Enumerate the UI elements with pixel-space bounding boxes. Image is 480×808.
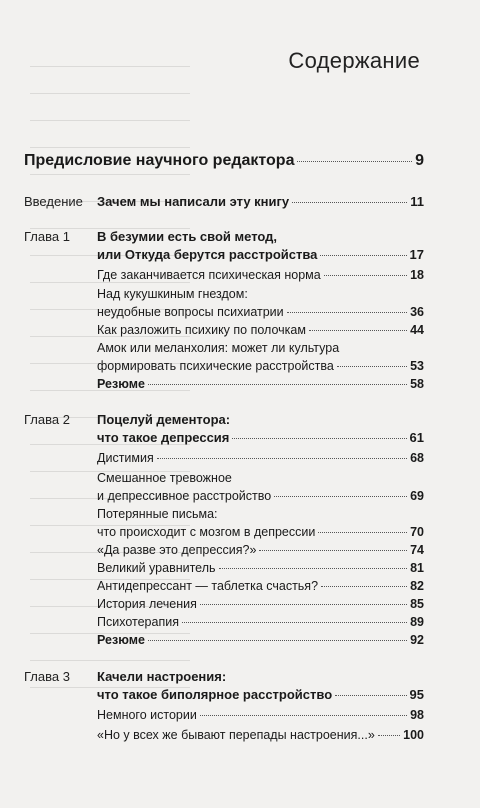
toc-entry-chapter-3[interactable] [97, 687, 424, 702]
entry-title: «Но у всех же бывают перепады настроения...» [97, 728, 375, 742]
leader-dots [200, 715, 407, 716]
entry-title: формировать психические расстройства [97, 359, 334, 373]
page-number: 17 [409, 247, 424, 262]
leader-dots [219, 568, 408, 569]
page-number: 70 [410, 525, 424, 539]
entry-title: Немного истории [97, 708, 197, 722]
toc-entry-ch2-summary[interactable] [97, 633, 424, 647]
entry-title: или Откуда берутся расстройства [97, 247, 318, 262]
page-title: Содержание [288, 48, 420, 73]
chapter-1-label: Глава 1 [24, 229, 70, 244]
entry-title: что происходит с мозгом в депрессии [97, 525, 316, 539]
toc-entry-ch1-s3[interactable] [97, 323, 424, 337]
chapter-3-title-line1: Качели настроения: [97, 669, 227, 684]
toc-entry-intro[interactable] [97, 194, 424, 209]
entry-title: Где заканчивается психическая норма [97, 268, 321, 282]
leader-dots [321, 586, 407, 587]
intro-label: Введение [24, 194, 83, 209]
toc-entry-ch2-s5[interactable] [97, 561, 424, 575]
toc-entry-chapter-2[interactable] [97, 430, 424, 445]
leader-dots [148, 384, 407, 385]
page-number: 81 [410, 561, 424, 575]
page-number: 92 [410, 633, 424, 647]
chapter-2-title-line1: Поцелуй дементора: [97, 412, 231, 427]
ch2-s2-line1: Смешанное тревожное [97, 471, 232, 485]
ch2-s3-line1: Потерянные письма: [97, 507, 218, 521]
entry-title: Дистимия [97, 451, 154, 465]
page-number: 61 [409, 430, 424, 445]
entry-title: Зачем мы написали эту книгу [97, 194, 290, 209]
page-number: 98 [410, 708, 424, 722]
toc-entry-ch3-s1[interactable] [97, 708, 424, 722]
page-number: 58 [410, 377, 424, 391]
chapter-1-title-line1: В безумии есть свой метод, [97, 229, 278, 244]
page-number: 53 [410, 359, 424, 373]
ch1-s2-line1: Над кукушкиным гнездом: [97, 287, 248, 301]
toc-entry-ch2-s1[interactable] [97, 451, 424, 465]
leader-dots [324, 275, 407, 276]
page-number: 69 [410, 489, 424, 503]
leader-dots [378, 735, 400, 736]
page-number: 95 [409, 687, 424, 702]
toc-entry-preface[interactable] [24, 152, 424, 170]
page-number: 85 [410, 597, 424, 611]
entry-title: Великий уравнитель [97, 561, 216, 575]
entry-title: Резюме [97, 377, 145, 391]
toc-entry-ch1-s2[interactable] [97, 305, 424, 319]
leader-dots [297, 161, 412, 162]
entry-title: неудобные вопросы психиатрии [97, 305, 284, 319]
ch1-s4-line1: Амок или меланхолия: может ли культура [97, 341, 340, 355]
toc-entry-chapter-1[interactable] [97, 247, 424, 262]
leader-dots [335, 695, 406, 696]
page-number: 82 [410, 579, 424, 593]
chapter-2-label: Глава 2 [24, 412, 70, 427]
leader-dots [287, 312, 407, 313]
entry-title: Предисловие научного редактора [24, 152, 295, 169]
leader-dots [292, 202, 407, 203]
entry-title: что такое депрессия [97, 430, 230, 445]
toc-entry-ch2-s8[interactable] [97, 615, 424, 629]
entry-title: Как разложить психику по полочкам [97, 323, 306, 337]
entry-title: «Да разве это депрессия?» [97, 543, 257, 557]
entry-title: и депрессивное расстройство [97, 489, 272, 503]
page-number: 68 [410, 451, 424, 465]
toc-entry-ch1-summary[interactable] [97, 377, 424, 391]
leader-dots [318, 532, 407, 533]
page-number: 74 [410, 543, 424, 557]
chapter-3-label: Глава 3 [24, 669, 70, 684]
toc-entry-ch3-s2[interactable] [97, 728, 424, 742]
leader-dots [320, 255, 406, 256]
leader-dots [200, 604, 407, 605]
page-number: 100 [403, 728, 424, 742]
entry-title: что такое биполярное расстройство [97, 687, 333, 702]
leader-dots [259, 550, 407, 551]
page-number: 18 [410, 268, 424, 282]
leader-dots [274, 496, 407, 497]
page-number: 11 [410, 194, 424, 209]
toc-entry-ch1-s4[interactable] [97, 359, 424, 373]
entry-title: Антидепрессант — таблетка счастья? [97, 579, 319, 593]
page-number: 44 [410, 323, 424, 337]
toc-entry-ch2-s7[interactable] [97, 597, 424, 611]
page-number: 9 [415, 152, 424, 169]
toc-entry-ch2-s2[interactable] [97, 489, 424, 503]
toc-entry-ch1-s1[interactable] [97, 268, 424, 282]
leader-dots [182, 622, 407, 623]
entry-title: Психотерапия [97, 615, 179, 629]
entry-title: Резюме [97, 633, 145, 647]
toc-entry-ch2-s3[interactable] [97, 525, 424, 539]
leader-dots [309, 330, 407, 331]
entry-title: История лечения [97, 597, 197, 611]
leader-dots [337, 366, 407, 367]
page-number: 36 [410, 305, 424, 319]
toc-entry-ch2-s4[interactable] [97, 543, 424, 557]
toc-entry-ch2-s6[interactable] [97, 579, 424, 593]
leader-dots [148, 640, 407, 641]
leader-dots [157, 458, 407, 459]
page-number: 89 [410, 615, 424, 629]
leader-dots [232, 438, 406, 439]
